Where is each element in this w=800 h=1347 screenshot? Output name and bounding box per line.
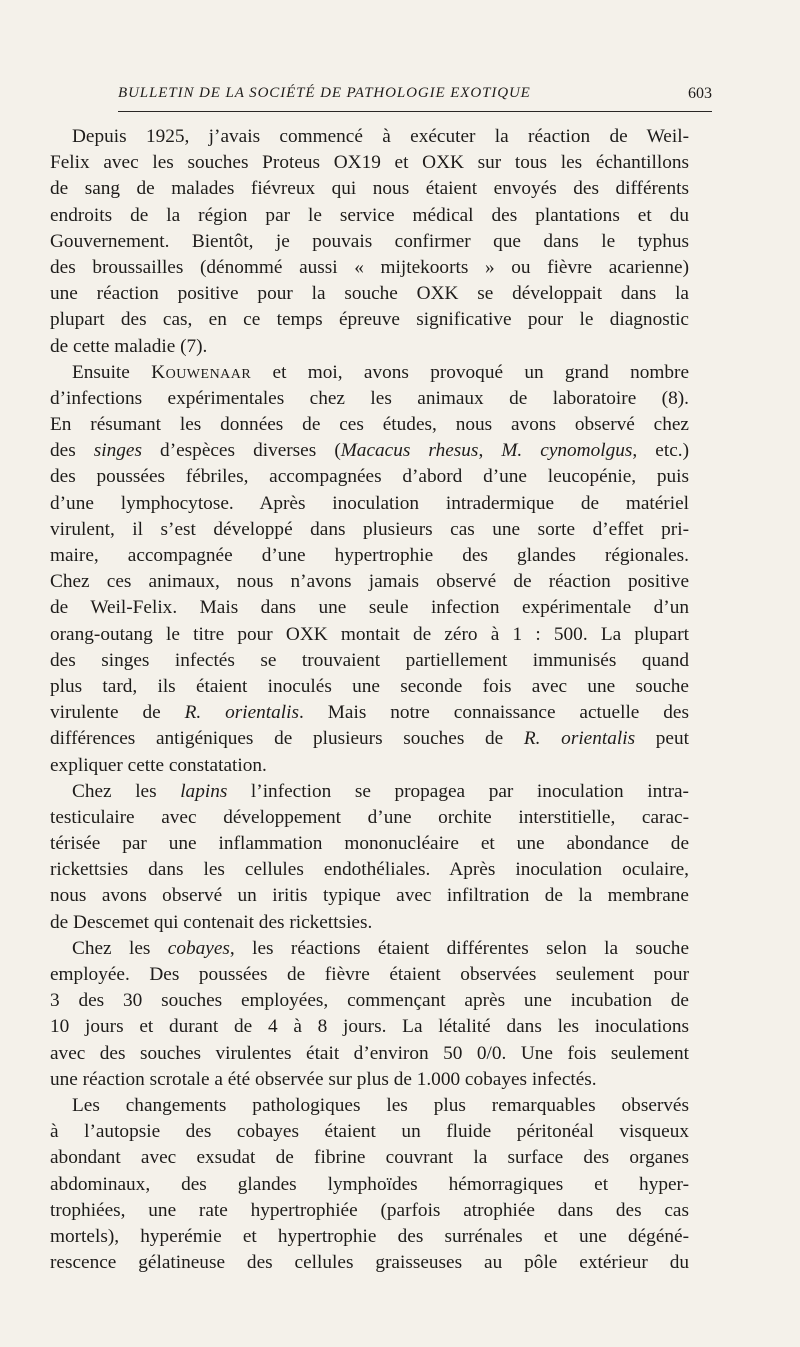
text-line: En résumant les données de ces études, nous avons observé chez [50, 414, 689, 436]
text-line: trophiées, une rate hypertrophiée (parfois atrophiée dans des cas [50, 1199, 689, 1221]
text-line: rescence gélatineuse des cellules graisseuses au pôle extérieur du [50, 1252, 689, 1274]
text-line: virulente de R. orientalis. Mais notre connaissance actuelle des [50, 702, 689, 724]
text-line: maire, accompagnée d’une hypertrophie des glandes régionales. [50, 545, 689, 566]
text-line: d’infections expérimentales chez les animaux de laboratoire (8). [50, 387, 689, 409]
text-line: une réaction scrotale a été observée sur plus de 1.000 cobayes infectés. [50, 1068, 597, 1090]
text-line: Gouvernement. Bientôt, je pouvais confirmer que dans le typhus [50, 230, 689, 252]
text-line: abondant avec exsudat de fibrine couvrant la surface des organes [50, 1147, 689, 1169]
running-header [118, 85, 718, 115]
header-rule [118, 111, 712, 112]
text-line: d’une lymphocytose. Après inoculation intradermique de matériel [50, 492, 689, 514]
text-line: plus tard, ils étaient inoculés une seconde fois avec une souche [50, 675, 689, 697]
text-line: nous avons observé un iritis typique avec infiltration de la membrane [50, 885, 689, 907]
text-line: Chez les lapins l’infection se propagea par inoculation intra- [72, 780, 689, 802]
text-line: employée. Des poussées de fièvre étaient observées seulement pour [50, 964, 689, 985]
text-line: expliquer cette constatation. [50, 754, 267, 776]
text-line: 3 des 30 souches employées, commençant après une incubation de [50, 990, 689, 1012]
text-line: de Weil-Felix. Mais dans une seule infection expérimentale d’un [50, 597, 689, 619]
text-line: à l’autopsie des cobayes étaient un fluide péritonéal visqueux [50, 1121, 689, 1143]
text-line: térisée par une inflammation mononucléaire et une abondance de [50, 833, 689, 855]
text-line: orang-outang le titre pour OXK montait de zéro à 1 : 500. La plupart [50, 623, 689, 645]
text-line: testiculaire avec développement d’une orchite interstitielle, carac- [50, 806, 689, 828]
page-number: 603 [688, 85, 712, 102]
text-line: plupart des cas, en ce temps épreuve significative pour le diagnostic [50, 309, 689, 331]
text-line: de Descemet qui contenait des rickettsies. [50, 911, 373, 933]
text-line: de cette maladie (7). [50, 335, 208, 357]
text-line: une réaction positive pour la souche OXK se développait dans la [50, 283, 689, 305]
text-line: des poussées fébriles, accompagnées d’abord d’une leucopénie, puis [50, 466, 689, 488]
text-line: avec des souches virulentes était d’environ 50 0/0. Une fois seulement [50, 1042, 689, 1064]
text-line: mortels), hyperémie et hypertrophie des surrénales et une dégéné- [50, 1225, 689, 1247]
text-line: Felix avec les souches Proteus OX19 et OXK sur tous les échantillons [50, 152, 689, 174]
text-line: virulent, il s’est développé dans plusieurs cas une sorte d’effet pri- [50, 518, 689, 540]
text-line: abdominaux, des glandes lymphoïdes hémorragiques et hyper- [50, 1173, 689, 1195]
text-line: différences antigéniques de plusieurs souches de R. orientalis peut [50, 728, 689, 750]
body-text [50, 124, 689, 1276]
text-line: endroits de la région par le service médical des plantations et du [50, 204, 689, 226]
text-line: Les changements pathologiques les plus remarquables observés [72, 1094, 689, 1116]
text-line: des broussailles (dénommé aussi « mijtekoorts » ou fièvre acarienne) [50, 256, 689, 278]
text-line: Chez les cobayes, les réactions étaient différentes selon la souche [72, 937, 689, 959]
running-title: BULLETIN DE LA SOCIÉTÉ DE PATHOLOGIE EXOTIQUE [118, 85, 531, 101]
text-line: de sang de malades fiévreux qui nous étaient envoyés des différents [50, 178, 689, 200]
text-line: Depuis 1925, j’avais commencé à exécuter la réaction de Weil- [72, 126, 689, 147]
text-line: des singes infectés se trouvaient partiellement immunisés quand [50, 649, 689, 671]
text-line: Ensuite Kouwenaar et moi, avons provoqué un grand nombre [72, 361, 690, 383]
text-line: des singes d’espèces diverses (Macacus rhesus, M. cynomolgus, etc.) [50, 440, 689, 462]
text-line: rickettsies dans les cellules endothéliales. Après inoculation oculaire, [50, 859, 689, 881]
text-line: 10 jours et durant de 4 à 8 jours. La létalité dans les inoculations [50, 1016, 689, 1038]
text-line: Chez ces animaux, nous n’avons jamais observé de réaction positive [50, 571, 689, 593]
